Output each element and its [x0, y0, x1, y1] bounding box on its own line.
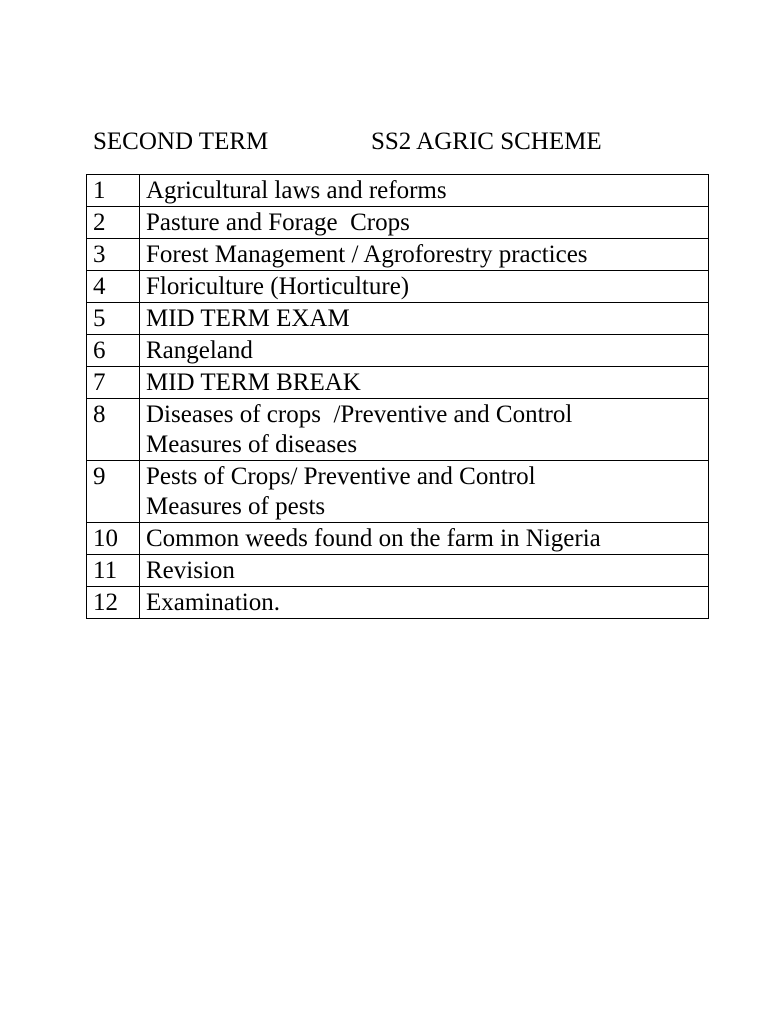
topic-cell: MID TERM BREAK [140, 367, 709, 399]
topic-cell: Forest Management / Agroforestry practices [140, 239, 709, 271]
topic-cell: Rangeland [140, 335, 709, 367]
table-row [87, 303, 709, 335]
table-row [87, 271, 709, 303]
topic-cell: Agricultural laws and reforms [140, 175, 709, 207]
week-number: 11 [87, 555, 140, 587]
week-number: 10 [87, 523, 140, 555]
scheme-title: SS2 AGRIC SCHEME [371, 128, 602, 155]
table-row [87, 587, 709, 619]
table-row [87, 399, 709, 461]
table-row [87, 523, 709, 555]
table-row [87, 239, 709, 271]
week-number: 8 [87, 399, 140, 461]
table-row [87, 175, 709, 207]
week-number: 4 [87, 271, 140, 303]
document-heading [93, 126, 602, 158]
week-number: 12 [87, 587, 140, 619]
topic-cell: Common weeds found on the farm in Nigeria [140, 523, 709, 555]
topic-cell: Examination. [140, 587, 709, 619]
table-row [87, 367, 709, 399]
week-number: 7 [87, 367, 140, 399]
table-row [87, 461, 709, 523]
week-number: 6 [87, 335, 140, 367]
week-number: 5 [87, 303, 140, 335]
topic-cell: Revision [140, 555, 709, 587]
term-title: SECOND TERM [93, 128, 269, 155]
table-row [87, 555, 709, 587]
topic-cell: Pasture and Forage Crops [140, 207, 709, 239]
week-number: 9 [87, 461, 140, 523]
topic-cell: Diseases of crops /Preventive and Control Measures of diseases [140, 399, 709, 461]
table-row [87, 335, 709, 367]
week-number: 1 [87, 175, 140, 207]
topic-cell: Floriculture (Horticulture) [140, 271, 709, 303]
topic-cell: Pests of Crops/ Preventive and Control Measures of pests [140, 461, 709, 523]
topic-cell: MID TERM EXAM [140, 303, 709, 335]
scheme-table [86, 174, 709, 619]
table-row [87, 207, 709, 239]
week-number: 2 [87, 207, 140, 239]
week-number: 3 [87, 239, 140, 271]
